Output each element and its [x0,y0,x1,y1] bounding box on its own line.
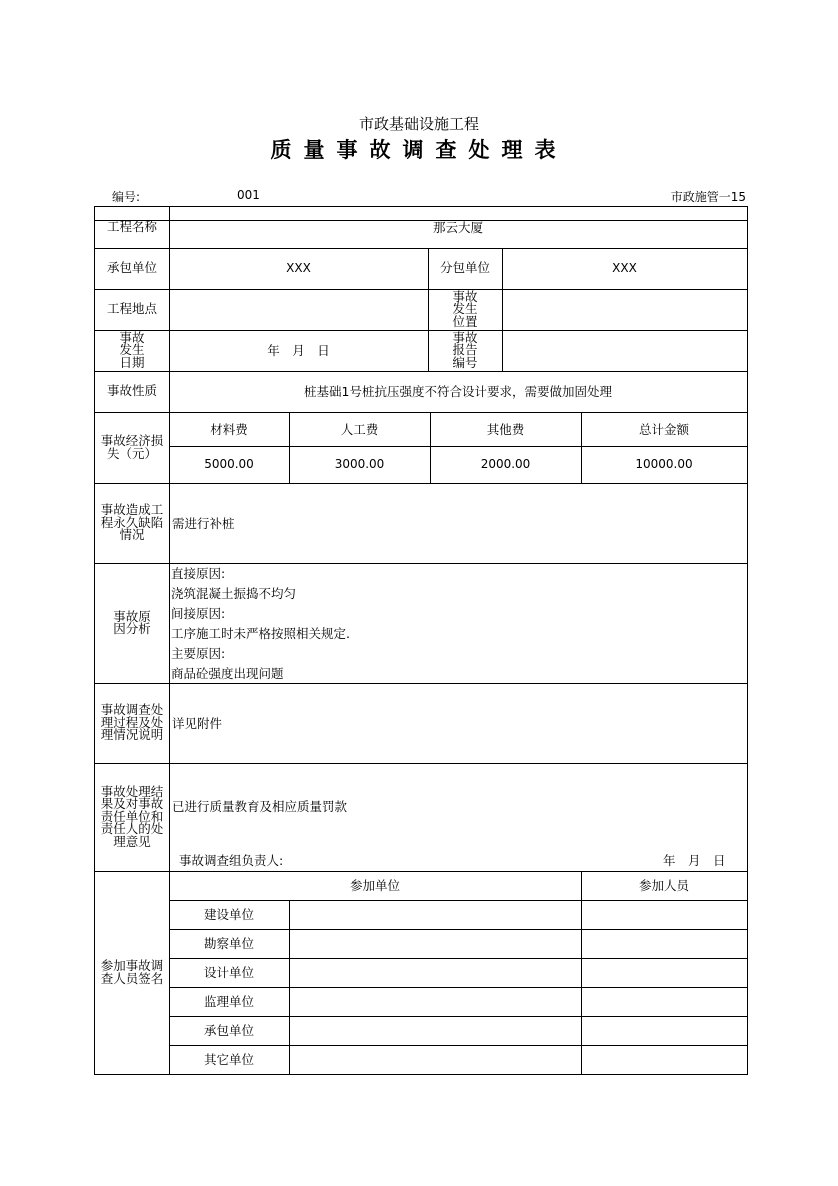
investigation-value: 详见附件 [172,715,223,731]
unit-name-field[interactable] [289,1045,581,1074]
row-divider [95,763,747,764]
cause-analysis-label: 事故原因分析 [113,608,151,636]
loss-value-total: 10000.00 [635,457,693,471]
unit-survey: 勘察单位 [203,936,254,951]
investigation-leader-label: 事故调查组负责人: [179,853,284,868]
loss-header-total: 总计金额 [638,421,689,437]
accident-location-value[interactable] [502,289,747,330]
number-value: 001 [237,188,260,202]
loss-value-labor: 3000.00 [334,457,385,471]
project-name-value: 那云大厦 [432,220,483,235]
unit-name-field[interactable] [289,987,581,1016]
subcontractor-label: 分包单位 [439,260,490,276]
number-label: 编号: [112,190,141,204]
project-location-label: 工程地点 [106,301,157,317]
unit-name-field[interactable] [289,900,581,929]
unit-contractor: 承包单位 [203,1023,254,1038]
loss-value-other: 2000.00 [480,457,531,471]
cause-line: 间接原因: [171,606,226,621]
person-field[interactable] [581,987,747,1016]
accident-date-label: 事故发生日期 [119,329,145,370]
person-field[interactable] [581,1016,747,1045]
accident-date-value[interactable]: 年 月 日 [267,343,330,358]
economic-loss-label: 事故经济损失（元） [100,433,164,461]
unit-name-field[interactable] [289,929,581,958]
loss-value-material: 5000.00 [204,457,254,471]
permanent-defect-label: 事故造成工程永久缺陷情况 [100,502,164,543]
person-field[interactable] [581,1045,747,1074]
contractor-value: XXX [286,261,311,275]
accident-nature-value: 桩基础1号桩抗压强度不符合设计要求，需要做加固处理 [304,384,612,399]
cause-line: 工序施工时未严格按照相关规定. [171,626,350,641]
unit-supervision: 监理单位 [203,994,254,1009]
permanent-defect-value: 需进行补桩 [172,515,235,531]
person-field[interactable] [581,929,747,958]
participating-person-header: 参加人员 [638,878,689,893]
signatures-label: 参加事故调查人员签名 [100,958,164,986]
cause-line: 主要原因: [171,646,226,661]
subcontractor-value: XXX [612,261,637,275]
loss-header-other: 其他费 [486,421,525,437]
unit-other: 其它单位 [203,1052,254,1067]
cause-line: 商品砼强度出现问题 [171,666,284,681]
form-title: 质量事故调查处理表 [270,138,568,162]
contractor-label: 承包单位 [106,260,157,276]
report-number-value[interactable] [502,330,747,371]
cause-line: 直接原因: [171,566,226,581]
cause-line: 浇筑混凝土振捣不均匀 [171,586,297,601]
unit-construction: 建设单位 [203,907,254,922]
investigation-label: 事故调查处理过程及处理情况说明 [100,702,164,743]
participating-unit-header: 参加单位 [349,878,400,893]
accident-location-label: 事故发生位置 [452,288,478,329]
unit-design: 设计单位 [203,965,254,980]
person-field[interactable] [581,900,747,929]
loss-header-labor: 人工费 [340,421,379,437]
unit-name-field[interactable] [289,1016,581,1045]
project-location-value[interactable] [169,289,428,330]
form-code: 市政施管一15 [670,190,746,204]
quality-accident-form [94,206,748,1075]
handling-date[interactable]: 年 月 日 [663,853,726,868]
person-field[interactable] [581,958,747,987]
handling-result-value: 已进行质量教育及相应质量罚款 [172,799,348,814]
unit-name-field[interactable] [289,958,581,987]
accident-nature-label: 事故性质 [106,383,157,399]
loss-header-material: 材料费 [210,421,248,437]
report-number-label: 事故报告编号 [452,329,478,370]
handling-result-label: 事故处理结果及对事故责任单位和责任人的处理意见 [100,783,164,849]
form-subtitle: 市政基础设施工程 [358,115,479,133]
project-name-label: 工程名称 [106,219,157,235]
